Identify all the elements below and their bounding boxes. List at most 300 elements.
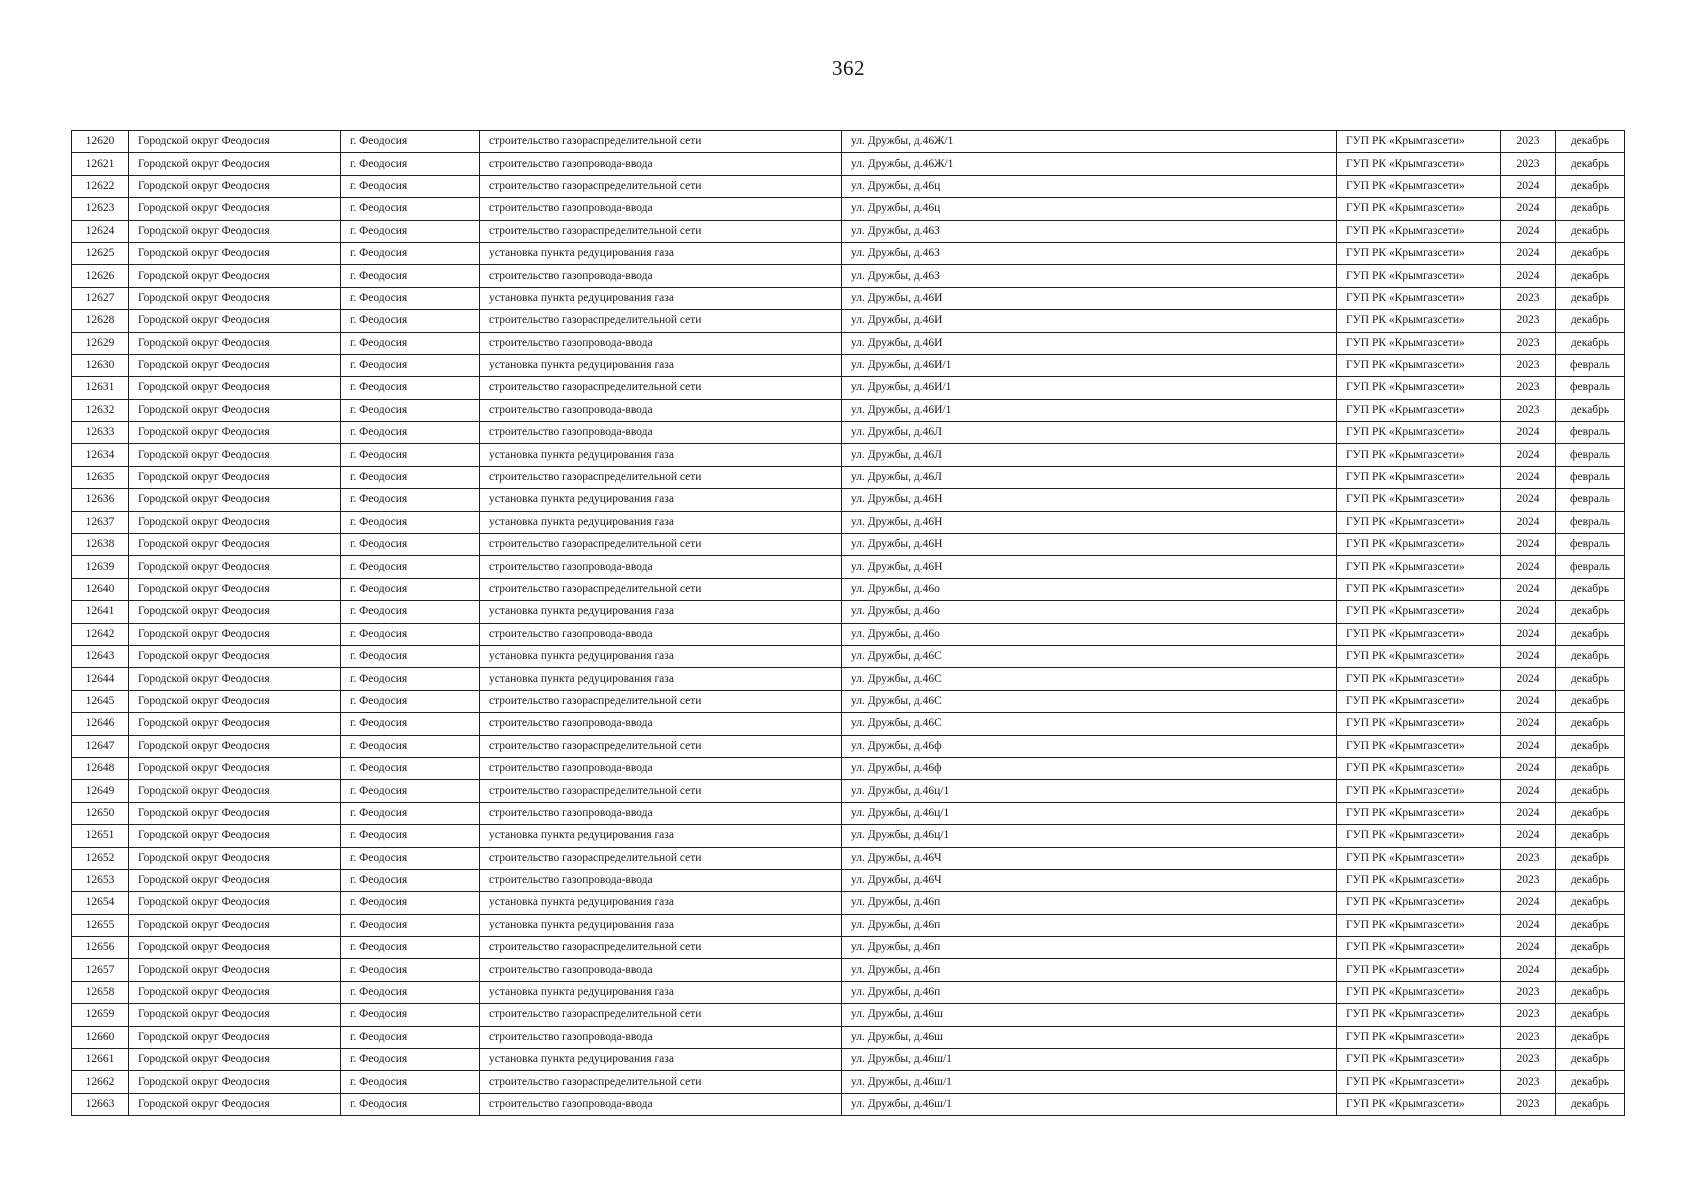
registry-table bbox=[71, 130, 1625, 1116]
row-number: 12642 bbox=[72, 623, 129, 645]
month-cell: декабрь bbox=[1556, 757, 1625, 779]
address-cell: ул. Дружбы, д.46ц/1 bbox=[842, 825, 1337, 847]
city-cell: г. Феодосия bbox=[341, 310, 480, 332]
year-cell: 2023 bbox=[1501, 1071, 1556, 1093]
month-cell: декабрь bbox=[1556, 713, 1625, 735]
district-cell: Городской округ Феодосия bbox=[129, 354, 341, 376]
year-cell: 2023 bbox=[1501, 981, 1556, 1003]
organization-cell: ГУП РК «Крымгазсети» bbox=[1337, 825, 1501, 847]
row-number: 12660 bbox=[72, 1026, 129, 1048]
table-row bbox=[72, 601, 1625, 623]
year-cell: 2024 bbox=[1501, 422, 1556, 444]
address-cell: ул. Дружбы, д.46п bbox=[842, 892, 1337, 914]
organization-cell: ГУП РК «Крымгазсети» bbox=[1337, 220, 1501, 242]
year-cell: 2023 bbox=[1501, 1093, 1556, 1115]
organization-cell: ГУП РК «Крымгазсети» bbox=[1337, 847, 1501, 869]
city-cell: г. Феодосия bbox=[341, 757, 480, 779]
address-cell: ул. Дружбы, д.46о bbox=[842, 623, 1337, 645]
address-cell: ул. Дружбы, д.46С bbox=[842, 690, 1337, 712]
year-cell: 2024 bbox=[1501, 578, 1556, 600]
work-type-cell: строительство газопровода-ввода bbox=[480, 713, 842, 735]
organization-cell: ГУП РК «Крымгазсети» bbox=[1337, 287, 1501, 309]
organization-cell: ГУП РК «Крымгазсети» bbox=[1337, 623, 1501, 645]
month-cell: декабрь bbox=[1556, 1004, 1625, 1026]
month-cell: декабрь bbox=[1556, 198, 1625, 220]
row-number: 12634 bbox=[72, 444, 129, 466]
address-cell: ул. Дружбы, д.46ф bbox=[842, 735, 1337, 757]
month-cell: февраль bbox=[1556, 466, 1625, 488]
month-cell: февраль bbox=[1556, 534, 1625, 556]
address-cell: ул. Дружбы, д.46Л bbox=[842, 422, 1337, 444]
work-type-cell: установка пункта редуцирования газа bbox=[480, 892, 842, 914]
row-number: 12623 bbox=[72, 198, 129, 220]
month-cell: декабрь bbox=[1556, 131, 1625, 153]
work-type-cell: строительство газопровода-ввода bbox=[480, 422, 842, 444]
address-cell: ул. Дружбы, д.46Ч bbox=[842, 847, 1337, 869]
table-row bbox=[72, 466, 1625, 488]
month-cell: декабрь bbox=[1556, 153, 1625, 175]
table-row bbox=[72, 735, 1625, 757]
address-cell: ул. Дружбы, д.46Н bbox=[842, 489, 1337, 511]
address-cell: ул. Дружбы, д.46п bbox=[842, 937, 1337, 959]
district-cell: Городской округ Феодосия bbox=[129, 735, 341, 757]
organization-cell: ГУП РК «Крымгазсети» bbox=[1337, 601, 1501, 623]
year-cell: 2023 bbox=[1501, 847, 1556, 869]
address-cell: ул. Дружбы, д.46С bbox=[842, 668, 1337, 690]
work-type-cell: установка пункта редуцирования газа bbox=[480, 914, 842, 936]
organization-cell: ГУП РК «Крымгазсети» bbox=[1337, 489, 1501, 511]
work-type-cell: строительство газопровода-ввода bbox=[480, 869, 842, 891]
address-cell: ул. Дружбы, д.46И/1 bbox=[842, 399, 1337, 421]
row-number: 12661 bbox=[72, 1049, 129, 1071]
month-cell: декабрь bbox=[1556, 623, 1625, 645]
city-cell: г. Феодосия bbox=[341, 511, 480, 533]
work-type-cell: строительство газопровода-ввода bbox=[480, 1093, 842, 1115]
row-number: 12656 bbox=[72, 937, 129, 959]
city-cell: г. Феодосия bbox=[341, 914, 480, 936]
work-type-cell: строительство газопровода-ввода bbox=[480, 556, 842, 578]
year-cell: 2024 bbox=[1501, 802, 1556, 824]
year-cell: 2023 bbox=[1501, 869, 1556, 891]
table-row bbox=[72, 444, 1625, 466]
district-cell: Городской округ Феодосия bbox=[129, 914, 341, 936]
year-cell: 2024 bbox=[1501, 489, 1556, 511]
district-cell: Городской округ Феодосия bbox=[129, 578, 341, 600]
year-cell: 2024 bbox=[1501, 556, 1556, 578]
table-row bbox=[72, 377, 1625, 399]
year-cell: 2023 bbox=[1501, 131, 1556, 153]
organization-cell: ГУП РК «Крымгазсети» bbox=[1337, 242, 1501, 264]
table-row bbox=[72, 131, 1625, 153]
work-type-cell: строительство газораспределительной сети bbox=[480, 937, 842, 959]
year-cell: 2024 bbox=[1501, 220, 1556, 242]
organization-cell: ГУП РК «Крымгазсети» bbox=[1337, 735, 1501, 757]
month-cell: декабрь bbox=[1556, 959, 1625, 981]
month-cell: декабрь bbox=[1556, 914, 1625, 936]
organization-cell: ГУП РК «Крымгазсети» bbox=[1337, 153, 1501, 175]
table-row bbox=[72, 713, 1625, 735]
city-cell: г. Феодосия bbox=[341, 735, 480, 757]
work-type-cell: строительство газораспределительной сети bbox=[480, 780, 842, 802]
month-cell: декабрь bbox=[1556, 1049, 1625, 1071]
district-cell: Городской округ Феодосия bbox=[129, 377, 341, 399]
work-type-cell: установка пункта редуцирования газа bbox=[480, 1049, 842, 1071]
table-row bbox=[72, 1004, 1625, 1026]
year-cell: 2023 bbox=[1501, 1026, 1556, 1048]
district-cell: Городской округ Феодосия bbox=[129, 466, 341, 488]
table-row bbox=[72, 422, 1625, 444]
district-cell: Городской округ Феодосия bbox=[129, 757, 341, 779]
city-cell: г. Феодосия bbox=[341, 489, 480, 511]
table-row bbox=[72, 1071, 1625, 1093]
month-cell: декабрь bbox=[1556, 1026, 1625, 1048]
city-cell: г. Феодосия bbox=[341, 825, 480, 847]
row-number: 12647 bbox=[72, 735, 129, 757]
row-number: 12649 bbox=[72, 780, 129, 802]
city-cell: г. Феодосия bbox=[341, 444, 480, 466]
year-cell: 2024 bbox=[1501, 959, 1556, 981]
district-cell: Городской округ Феодосия bbox=[129, 287, 341, 309]
city-cell: г. Феодосия bbox=[341, 556, 480, 578]
district-cell: Городской округ Феодосия bbox=[129, 511, 341, 533]
city-cell: г. Феодосия bbox=[341, 131, 480, 153]
address-cell: ул. Дружбы, д.46З bbox=[842, 265, 1337, 287]
year-cell: 2023 bbox=[1501, 153, 1556, 175]
city-cell: г. Феодосия bbox=[341, 892, 480, 914]
address-cell: ул. Дружбы, д.46Н bbox=[842, 534, 1337, 556]
year-cell: 2023 bbox=[1501, 287, 1556, 309]
city-cell: г. Феодосия bbox=[341, 354, 480, 376]
work-type-cell: строительство газопровода-ввода bbox=[480, 265, 842, 287]
table-row bbox=[72, 1049, 1625, 1071]
year-cell: 2024 bbox=[1501, 198, 1556, 220]
address-cell: ул. Дружбы, д.46С bbox=[842, 645, 1337, 667]
city-cell: г. Феодосия bbox=[341, 802, 480, 824]
month-cell: декабрь bbox=[1556, 399, 1625, 421]
organization-cell: ГУП РК «Крымгазсети» bbox=[1337, 959, 1501, 981]
address-cell: ул. Дружбы, д.46Л bbox=[842, 466, 1337, 488]
month-cell: декабрь bbox=[1556, 175, 1625, 197]
organization-cell: ГУП РК «Крымгазсети» bbox=[1337, 444, 1501, 466]
year-cell: 2024 bbox=[1501, 914, 1556, 936]
city-cell: г. Феодосия bbox=[341, 623, 480, 645]
organization-cell: ГУП РК «Крымгазсети» bbox=[1337, 556, 1501, 578]
table-row bbox=[72, 1026, 1625, 1048]
city-cell: г. Феодосия bbox=[341, 220, 480, 242]
organization-cell: ГУП РК «Крымгазсети» bbox=[1337, 310, 1501, 332]
table-row bbox=[72, 265, 1625, 287]
organization-cell: ГУП РК «Крымгазсети» bbox=[1337, 1071, 1501, 1093]
work-type-cell: установка пункта редуцирования газа bbox=[480, 511, 842, 533]
row-number: 12631 bbox=[72, 377, 129, 399]
year-cell: 2024 bbox=[1501, 713, 1556, 735]
work-type-cell: строительство газораспределительной сети bbox=[480, 1071, 842, 1093]
district-cell: Городской округ Феодосия bbox=[129, 825, 341, 847]
district-cell: Городской округ Феодосия bbox=[129, 937, 341, 959]
organization-cell: ГУП РК «Крымгазсети» bbox=[1337, 534, 1501, 556]
row-number: 12657 bbox=[72, 959, 129, 981]
city-cell: г. Феодосия bbox=[341, 959, 480, 981]
city-cell: г. Феодосия bbox=[341, 668, 480, 690]
district-cell: Городской округ Феодосия bbox=[129, 175, 341, 197]
row-number: 12646 bbox=[72, 713, 129, 735]
city-cell: г. Феодосия bbox=[341, 242, 480, 264]
district-cell: Городской округ Феодосия bbox=[129, 310, 341, 332]
table-row bbox=[72, 489, 1625, 511]
year-cell: 2024 bbox=[1501, 242, 1556, 264]
table-row bbox=[72, 242, 1625, 264]
year-cell: 2024 bbox=[1501, 892, 1556, 914]
address-cell: ул. Дружбы, д.46п bbox=[842, 981, 1337, 1003]
district-cell: Городской округ Феодосия bbox=[129, 556, 341, 578]
district-cell: Городской округ Феодосия bbox=[129, 601, 341, 623]
table-row bbox=[72, 959, 1625, 981]
month-cell: декабрь bbox=[1556, 869, 1625, 891]
table-row bbox=[72, 534, 1625, 556]
month-cell: декабрь bbox=[1556, 981, 1625, 1003]
year-cell: 2023 bbox=[1501, 1004, 1556, 1026]
table-row bbox=[72, 914, 1625, 936]
work-type-cell: установка пункта редуцирования газа bbox=[480, 981, 842, 1003]
city-cell: г. Феодосия bbox=[341, 422, 480, 444]
address-cell: ул. Дружбы, д.46И bbox=[842, 332, 1337, 354]
month-cell: декабрь bbox=[1556, 847, 1625, 869]
work-type-cell: установка пункта редуцирования газа bbox=[480, 444, 842, 466]
work-type-cell: строительство газопровода-ввода bbox=[480, 399, 842, 421]
address-cell: ул. Дружбы, д.46Н bbox=[842, 556, 1337, 578]
organization-cell: ГУП РК «Крымгазсети» bbox=[1337, 175, 1501, 197]
city-cell: г. Феодосия bbox=[341, 175, 480, 197]
address-cell: ул. Дружбы, д.46С bbox=[842, 713, 1337, 735]
table-row bbox=[72, 198, 1625, 220]
row-number: 12645 bbox=[72, 690, 129, 712]
organization-cell: ГУП РК «Крымгазсети» bbox=[1337, 511, 1501, 533]
row-number: 12622 bbox=[72, 175, 129, 197]
district-cell: Городской округ Феодосия bbox=[129, 265, 341, 287]
year-cell: 2024 bbox=[1501, 534, 1556, 556]
organization-cell: ГУП РК «Крымгазсети» bbox=[1337, 802, 1501, 824]
address-cell: ул. Дружбы, д.46И bbox=[842, 287, 1337, 309]
work-type-cell: строительство газораспределительной сети bbox=[480, 578, 842, 600]
address-cell: ул. Дружбы, д.46ф bbox=[842, 757, 1337, 779]
row-number: 12654 bbox=[72, 892, 129, 914]
year-cell: 2024 bbox=[1501, 937, 1556, 959]
row-number: 12652 bbox=[72, 847, 129, 869]
organization-cell: ГУП РК «Крымгазсети» bbox=[1337, 354, 1501, 376]
district-cell: Городской округ Феодосия bbox=[129, 1049, 341, 1071]
organization-cell: ГУП РК «Крымгазсети» bbox=[1337, 578, 1501, 600]
table-row bbox=[72, 892, 1625, 914]
organization-cell: ГУП РК «Крымгазсети» bbox=[1337, 690, 1501, 712]
city-cell: г. Феодосия bbox=[341, 1026, 480, 1048]
address-cell: ул. Дружбы, д.46п bbox=[842, 959, 1337, 981]
month-cell: декабрь bbox=[1556, 735, 1625, 757]
month-cell: декабрь bbox=[1556, 937, 1625, 959]
organization-cell: ГУП РК «Крымгазсети» bbox=[1337, 981, 1501, 1003]
city-cell: г. Феодосия bbox=[341, 601, 480, 623]
row-number: 12653 bbox=[72, 869, 129, 891]
address-cell: ул. Дружбы, д.46ш/1 bbox=[842, 1071, 1337, 1093]
row-number: 12627 bbox=[72, 287, 129, 309]
table-row bbox=[72, 399, 1625, 421]
organization-cell: ГУП РК «Крымгазсети» bbox=[1337, 466, 1501, 488]
row-number: 12635 bbox=[72, 466, 129, 488]
table-row bbox=[72, 287, 1625, 309]
address-cell: ул. Дружбы, д.46п bbox=[842, 914, 1337, 936]
city-cell: г. Феодосия bbox=[341, 399, 480, 421]
work-type-cell: строительство газораспределительной сети bbox=[480, 534, 842, 556]
city-cell: г. Феодосия bbox=[341, 780, 480, 802]
month-cell: декабрь bbox=[1556, 601, 1625, 623]
row-number: 12632 bbox=[72, 399, 129, 421]
row-number: 12638 bbox=[72, 534, 129, 556]
table-row bbox=[72, 668, 1625, 690]
month-cell: февраль bbox=[1556, 444, 1625, 466]
district-cell: Городской округ Феодосия bbox=[129, 668, 341, 690]
work-type-cell: установка пункта редуцирования газа bbox=[480, 287, 842, 309]
row-number: 12636 bbox=[72, 489, 129, 511]
row-number: 12620 bbox=[72, 131, 129, 153]
month-cell: декабрь bbox=[1556, 1071, 1625, 1093]
row-number: 12644 bbox=[72, 668, 129, 690]
address-cell: ул. Дружбы, д.46З bbox=[842, 220, 1337, 242]
year-cell: 2023 bbox=[1501, 332, 1556, 354]
address-cell: ул. Дружбы, д.46о bbox=[842, 578, 1337, 600]
city-cell: г. Феодосия bbox=[341, 377, 480, 399]
district-cell: Городской округ Феодосия bbox=[129, 802, 341, 824]
city-cell: г. Феодосия bbox=[341, 713, 480, 735]
month-cell: декабрь bbox=[1556, 265, 1625, 287]
year-cell: 2024 bbox=[1501, 466, 1556, 488]
work-type-cell: строительство газопровода-ввода bbox=[480, 623, 842, 645]
city-cell: г. Феодосия bbox=[341, 466, 480, 488]
year-cell: 2024 bbox=[1501, 623, 1556, 645]
address-cell: ул. Дружбы, д.46ц/1 bbox=[842, 802, 1337, 824]
address-cell: ул. Дружбы, д.46З bbox=[842, 242, 1337, 264]
table-row bbox=[72, 332, 1625, 354]
year-cell: 2024 bbox=[1501, 668, 1556, 690]
table-row bbox=[72, 780, 1625, 802]
city-cell: г. Феодосия bbox=[341, 153, 480, 175]
district-cell: Городской округ Феодосия bbox=[129, 1071, 341, 1093]
district-cell: Городской округ Феодосия bbox=[129, 399, 341, 421]
year-cell: 2023 bbox=[1501, 310, 1556, 332]
organization-cell: ГУП РК «Крымгазсети» bbox=[1337, 198, 1501, 220]
table-row bbox=[72, 556, 1625, 578]
table-row bbox=[72, 802, 1625, 824]
city-cell: г. Феодосия bbox=[341, 1004, 480, 1026]
work-type-cell: строительство газораспределительной сети bbox=[480, 175, 842, 197]
address-cell: ул. Дружбы, д.46ц bbox=[842, 198, 1337, 220]
month-cell: декабрь bbox=[1556, 332, 1625, 354]
row-number: 12663 bbox=[72, 1093, 129, 1115]
row-number: 12641 bbox=[72, 601, 129, 623]
row-number: 12655 bbox=[72, 914, 129, 936]
work-type-cell: строительство газопровода-ввода bbox=[480, 198, 842, 220]
month-cell: февраль bbox=[1556, 511, 1625, 533]
month-cell: декабрь bbox=[1556, 310, 1625, 332]
row-number: 12625 bbox=[72, 242, 129, 264]
organization-cell: ГУП РК «Крымгазсети» bbox=[1337, 377, 1501, 399]
work-type-cell: строительство газораспределительной сети bbox=[480, 690, 842, 712]
month-cell: февраль bbox=[1556, 556, 1625, 578]
address-cell: ул. Дружбы, д.46Ж/1 bbox=[842, 131, 1337, 153]
year-cell: 2024 bbox=[1501, 780, 1556, 802]
city-cell: г. Феодосия bbox=[341, 1071, 480, 1093]
table-row bbox=[72, 153, 1625, 175]
row-number: 12648 bbox=[72, 757, 129, 779]
district-cell: Городской округ Феодосия bbox=[129, 869, 341, 891]
city-cell: г. Феодосия bbox=[341, 847, 480, 869]
address-cell: ул. Дружбы, д.46ц/1 bbox=[842, 780, 1337, 802]
district-cell: Городской округ Феодосия bbox=[129, 780, 341, 802]
organization-cell: ГУП РК «Крымгазсети» bbox=[1337, 265, 1501, 287]
month-cell: декабрь bbox=[1556, 690, 1625, 712]
month-cell: декабрь bbox=[1556, 825, 1625, 847]
work-type-cell: установка пункта редуцирования газа bbox=[480, 354, 842, 376]
year-cell: 2024 bbox=[1501, 645, 1556, 667]
month-cell: февраль bbox=[1556, 422, 1625, 444]
address-cell: ул. Дружбы, д.46Н bbox=[842, 511, 1337, 533]
work-type-cell: строительство газораспределительной сети bbox=[480, 220, 842, 242]
year-cell: 2024 bbox=[1501, 735, 1556, 757]
month-cell: декабрь bbox=[1556, 892, 1625, 914]
registry-body bbox=[72, 131, 1625, 1116]
district-cell: Городской округ Феодосия bbox=[129, 645, 341, 667]
work-type-cell: строительство газораспределительной сети bbox=[480, 377, 842, 399]
address-cell: ул. Дружбы, д.46ш bbox=[842, 1004, 1337, 1026]
district-cell: Городской округ Феодосия bbox=[129, 444, 341, 466]
district-cell: Городской округ Феодосия bbox=[129, 1004, 341, 1026]
district-cell: Городской округ Феодосия bbox=[129, 981, 341, 1003]
organization-cell: ГУП РК «Крымгазсети» bbox=[1337, 937, 1501, 959]
year-cell: 2024 bbox=[1501, 825, 1556, 847]
row-number: 12621 bbox=[72, 153, 129, 175]
work-type-cell: строительство газопровода-ввода bbox=[480, 757, 842, 779]
table-row bbox=[72, 511, 1625, 533]
organization-cell: ГУП РК «Крымгазсети» bbox=[1337, 780, 1501, 802]
month-cell: декабрь bbox=[1556, 668, 1625, 690]
table-row bbox=[72, 354, 1625, 376]
table-row bbox=[72, 847, 1625, 869]
row-number: 12651 bbox=[72, 825, 129, 847]
year-cell: 2024 bbox=[1501, 444, 1556, 466]
row-number: 12658 bbox=[72, 981, 129, 1003]
table-row bbox=[72, 310, 1625, 332]
table-row bbox=[72, 937, 1625, 959]
month-cell: февраль bbox=[1556, 489, 1625, 511]
city-cell: г. Феодосия bbox=[341, 937, 480, 959]
work-type-cell: установка пункта редуцирования газа bbox=[480, 825, 842, 847]
row-number: 12629 bbox=[72, 332, 129, 354]
district-cell: Городской округ Феодосия bbox=[129, 198, 341, 220]
row-number: 12639 bbox=[72, 556, 129, 578]
work-type-cell: строительство газопровода-ввода bbox=[480, 332, 842, 354]
district-cell: Городской округ Феодосия bbox=[129, 713, 341, 735]
row-number: 12650 bbox=[72, 802, 129, 824]
organization-cell: ГУП РК «Крымгазсети» bbox=[1337, 1093, 1501, 1115]
year-cell: 2024 bbox=[1501, 511, 1556, 533]
district-cell: Городской округ Феодосия bbox=[129, 892, 341, 914]
address-cell: ул. Дружбы, д.46ш bbox=[842, 1026, 1337, 1048]
row-number: 12626 bbox=[72, 265, 129, 287]
work-type-cell: строительство газопровода-ввода bbox=[480, 959, 842, 981]
year-cell: 2023 bbox=[1501, 1049, 1556, 1071]
year-cell: 2023 bbox=[1501, 377, 1556, 399]
year-cell: 2024 bbox=[1501, 690, 1556, 712]
table-row bbox=[72, 645, 1625, 667]
city-cell: г. Феодосия bbox=[341, 1049, 480, 1071]
